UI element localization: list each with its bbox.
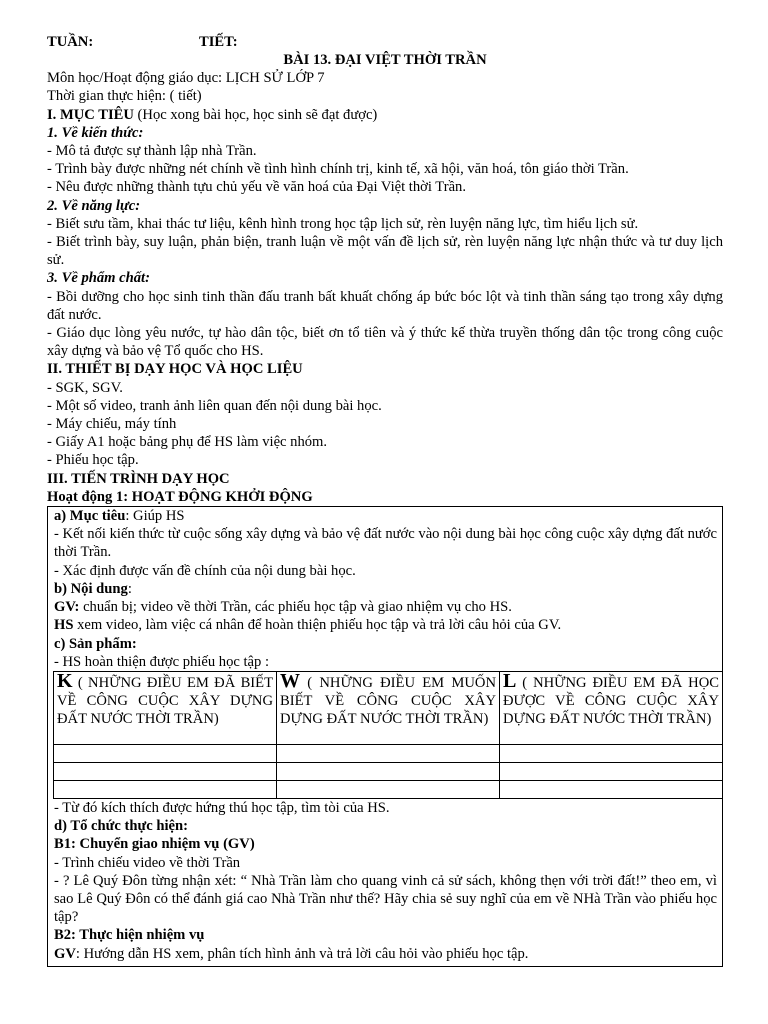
kwl-header-row (54, 671, 723, 744)
step1-item: - Trình chiếu video về thời Trần (54, 854, 241, 871)
step1-item: - ? Lê Quý Đôn từng nhận xét: “ Nhà Trần làm cho quang vinh cả sử sách, không thẹn với trời đất!” theo em, vì sao Lê Quý Đôn có thể đánh giá cao Nhà Trần như thế? Hãy chia sẻ suy nghĩ của em về NHà Trần vào phiếu học tập? (54, 872, 717, 926)
content-hs-line (54, 616, 717, 634)
qualities-title: 3. Về phẩm chất: (47, 270, 150, 287)
kwl-letter-w: W (280, 669, 300, 692)
content-hs-label: HS (54, 617, 74, 634)
skills-item: - Biết trình bày, suy luận, phản biện, tranh luận về một vấn đề lịch sử, rèn luyện năng lực nhận thức và tư duy lịch sử. (47, 234, 723, 269)
qualities-item: - Giáo dục lòng yêu nước, tự hào dân tộc, biết ơn tổ tiên và ý thức kế thừa truyền thống dân tộc trong công cuộc xây dựng và bảo vệ Tổ quốc cho HS. (47, 325, 723, 360)
knowledge-item: - Nêu được những thành tựu chủ yếu về văn hoá của Đại Việt thời Trần. (47, 179, 466, 196)
content-gv-text: chuẩn bị; video về thời Trần, các phiếu học tập và giao nhiệm vụ cho HS. (79, 599, 512, 616)
step2-gv-text: : Hướng dẫn HS xem, phân tích hình ảnh và trả lời câu hỏi vào phiếu học tập. (75, 945, 529, 962)
kwl-empty-cell[interactable] (500, 762, 723, 780)
kwl-letter-l: L (503, 669, 517, 692)
kwl-empty-cell[interactable] (277, 762, 500, 780)
kwl-empty-row (54, 744, 723, 762)
kwl-empty-cell[interactable] (277, 780, 500, 798)
header-row (47, 33, 723, 51)
kwl-empty-row (54, 780, 723, 798)
step2-gv-line (54, 945, 717, 963)
knowledge-title: 1. Về kiến thức: (47, 124, 144, 141)
kwl-empty-cell[interactable] (277, 744, 500, 762)
equipment-item: - Máy chiếu, máy tính (47, 416, 177, 433)
objectives-heading-note: (Học xong bài học, học sinh sẽ đạt được) (133, 106, 378, 123)
goal-item: - Kết nối kiến thức từ cuộc sống xây dựng và bảo vệ đất nước vào nội dung bài học công cuộc xây dựng đất nước thời Trần. (54, 526, 717, 561)
content-hs-text: xem video, làm việc cá nhân để hoàn thiện phiếu học tập và trả lời câu hỏi của GV. (73, 617, 562, 634)
product-after: - Từ đó kích thích được hứng thú học tập, tìm tòi của HS. (54, 799, 390, 816)
goal-item: - Xác định được vấn đề chính của nội dung bài học. (54, 562, 356, 579)
content-heading-line (54, 580, 717, 598)
goal-text: : Giúp HS (125, 508, 185, 525)
objectives-heading-line (47, 106, 723, 124)
week-label: TUẦN: (47, 34, 94, 50)
kwl-cell-l (500, 671, 723, 744)
step2-label: B2: Thực hiện nhiệm vụ (54, 927, 205, 944)
kwl-empty-cell[interactable] (54, 744, 277, 762)
kwl-empty-row (54, 762, 723, 780)
content-label: b) Nội dung (54, 580, 128, 597)
kwl-cell-k (54, 671, 277, 744)
activity-box (47, 506, 723, 967)
activity-heading: Hoạt động 1: HOẠT ĐỘNG KHỞI ĐỘNG (47, 488, 313, 505)
kwl-table (53, 671, 723, 799)
goal-label: a) Mục tiêu (54, 508, 126, 525)
content-gv-line (54, 598, 717, 616)
kwl-empty-cell[interactable] (500, 744, 723, 762)
kwl-cell-w (277, 671, 500, 744)
equipment-heading: II. THIẾT BỊ DẠY HỌC VÀ HỌC LIỆU (47, 361, 303, 378)
kwl-empty-cell[interactable] (54, 762, 277, 780)
kwl-empty-cell[interactable] (500, 780, 723, 798)
organize-label: d) Tổ chức thực hiện: (54, 818, 189, 835)
lesson-title: BÀI 13. ĐẠI VIỆT THỜI TRẦN (283, 52, 487, 68)
duration-line: Thời gian thực hiện: ( tiết) (47, 88, 202, 105)
skills-title: 2. Về năng lực: (47, 197, 141, 214)
step2-gv-label: GV (54, 945, 76, 962)
product-label: c) Sản phẩm: (54, 635, 137, 652)
skills-item: - Biết sưu tầm, khai thác tư liệu, kênh hình trong học tập lịch sử, rèn luyện năng lực, tìm hiểu lịch sử. (47, 215, 639, 232)
kwl-empty-cell[interactable] (54, 780, 277, 798)
knowledge-item: - Mô tả được sự thành lập nhà Trần. (47, 143, 257, 160)
subject-line: Môn học/Hoạt động giáo dục: LỊCH SỬ LỚP 7 (47, 70, 325, 87)
process-heading: III. TIẾN TRÌNH DẠY HỌC (47, 470, 230, 487)
period-label: TIẾT: (199, 34, 238, 50)
kwl-text-k: ( NHỮNG ĐIỀU EM ĐÃ BIẾT VỀ CÔNG CUỘC XÂY DỰNG ĐẤT NƯỚC THỜI TRẦN) (57, 674, 273, 728)
step1-label: B1: Chuyển giao nhiệm vụ (GV) (54, 836, 255, 853)
knowledge-item: - Trình bày được những nét chính về tình hình chính trị, kinh tế, xã hội, văn hoá, tôn giáo thời Trần. (47, 161, 629, 178)
goal-line (54, 507, 717, 525)
content-colon: : (127, 580, 132, 597)
equipment-item: - SGK, SGV. (47, 379, 123, 396)
qualities-item: - Bồi dưỡng cho học sinh tinh thần đấu tranh bất khuất chống áp bức bóc lột và tinh thần sáng tạo trong xây dựng đất nước. (47, 288, 723, 323)
equipment-item: - Phiếu học tập. (47, 452, 139, 469)
objectives-heading: I. MỤC TIÊU (47, 106, 134, 123)
product-text: - HS hoàn thiện được phiếu học tập : (54, 653, 270, 670)
content-gv-label: GV: (54, 599, 80, 616)
lesson-plan-page (47, 33, 723, 967)
kwl-text-w: ( NHỮNG ĐIỀU EM MUỐN BIẾT VỀ CÔNG CUỘC XÂY DỰNG ĐẤT NƯỚC THỜI TRẦN) (280, 674, 496, 728)
equipment-item: - Một số video, tranh ảnh liên quan đến nội dung bài học. (47, 397, 382, 414)
kwl-letter-k: K (57, 669, 73, 692)
equipment-item: - Giấy A1 hoặc bảng phụ để HS làm việc nhóm. (47, 434, 328, 451)
kwl-text-l: ( NHỮNG ĐIỀU EM ĐÃ HỌC ĐƯỢC VỀ CÔNG CUỘC XÂY DỰNG ĐẤT NƯỚC THỜI TRẦN) (503, 674, 719, 728)
